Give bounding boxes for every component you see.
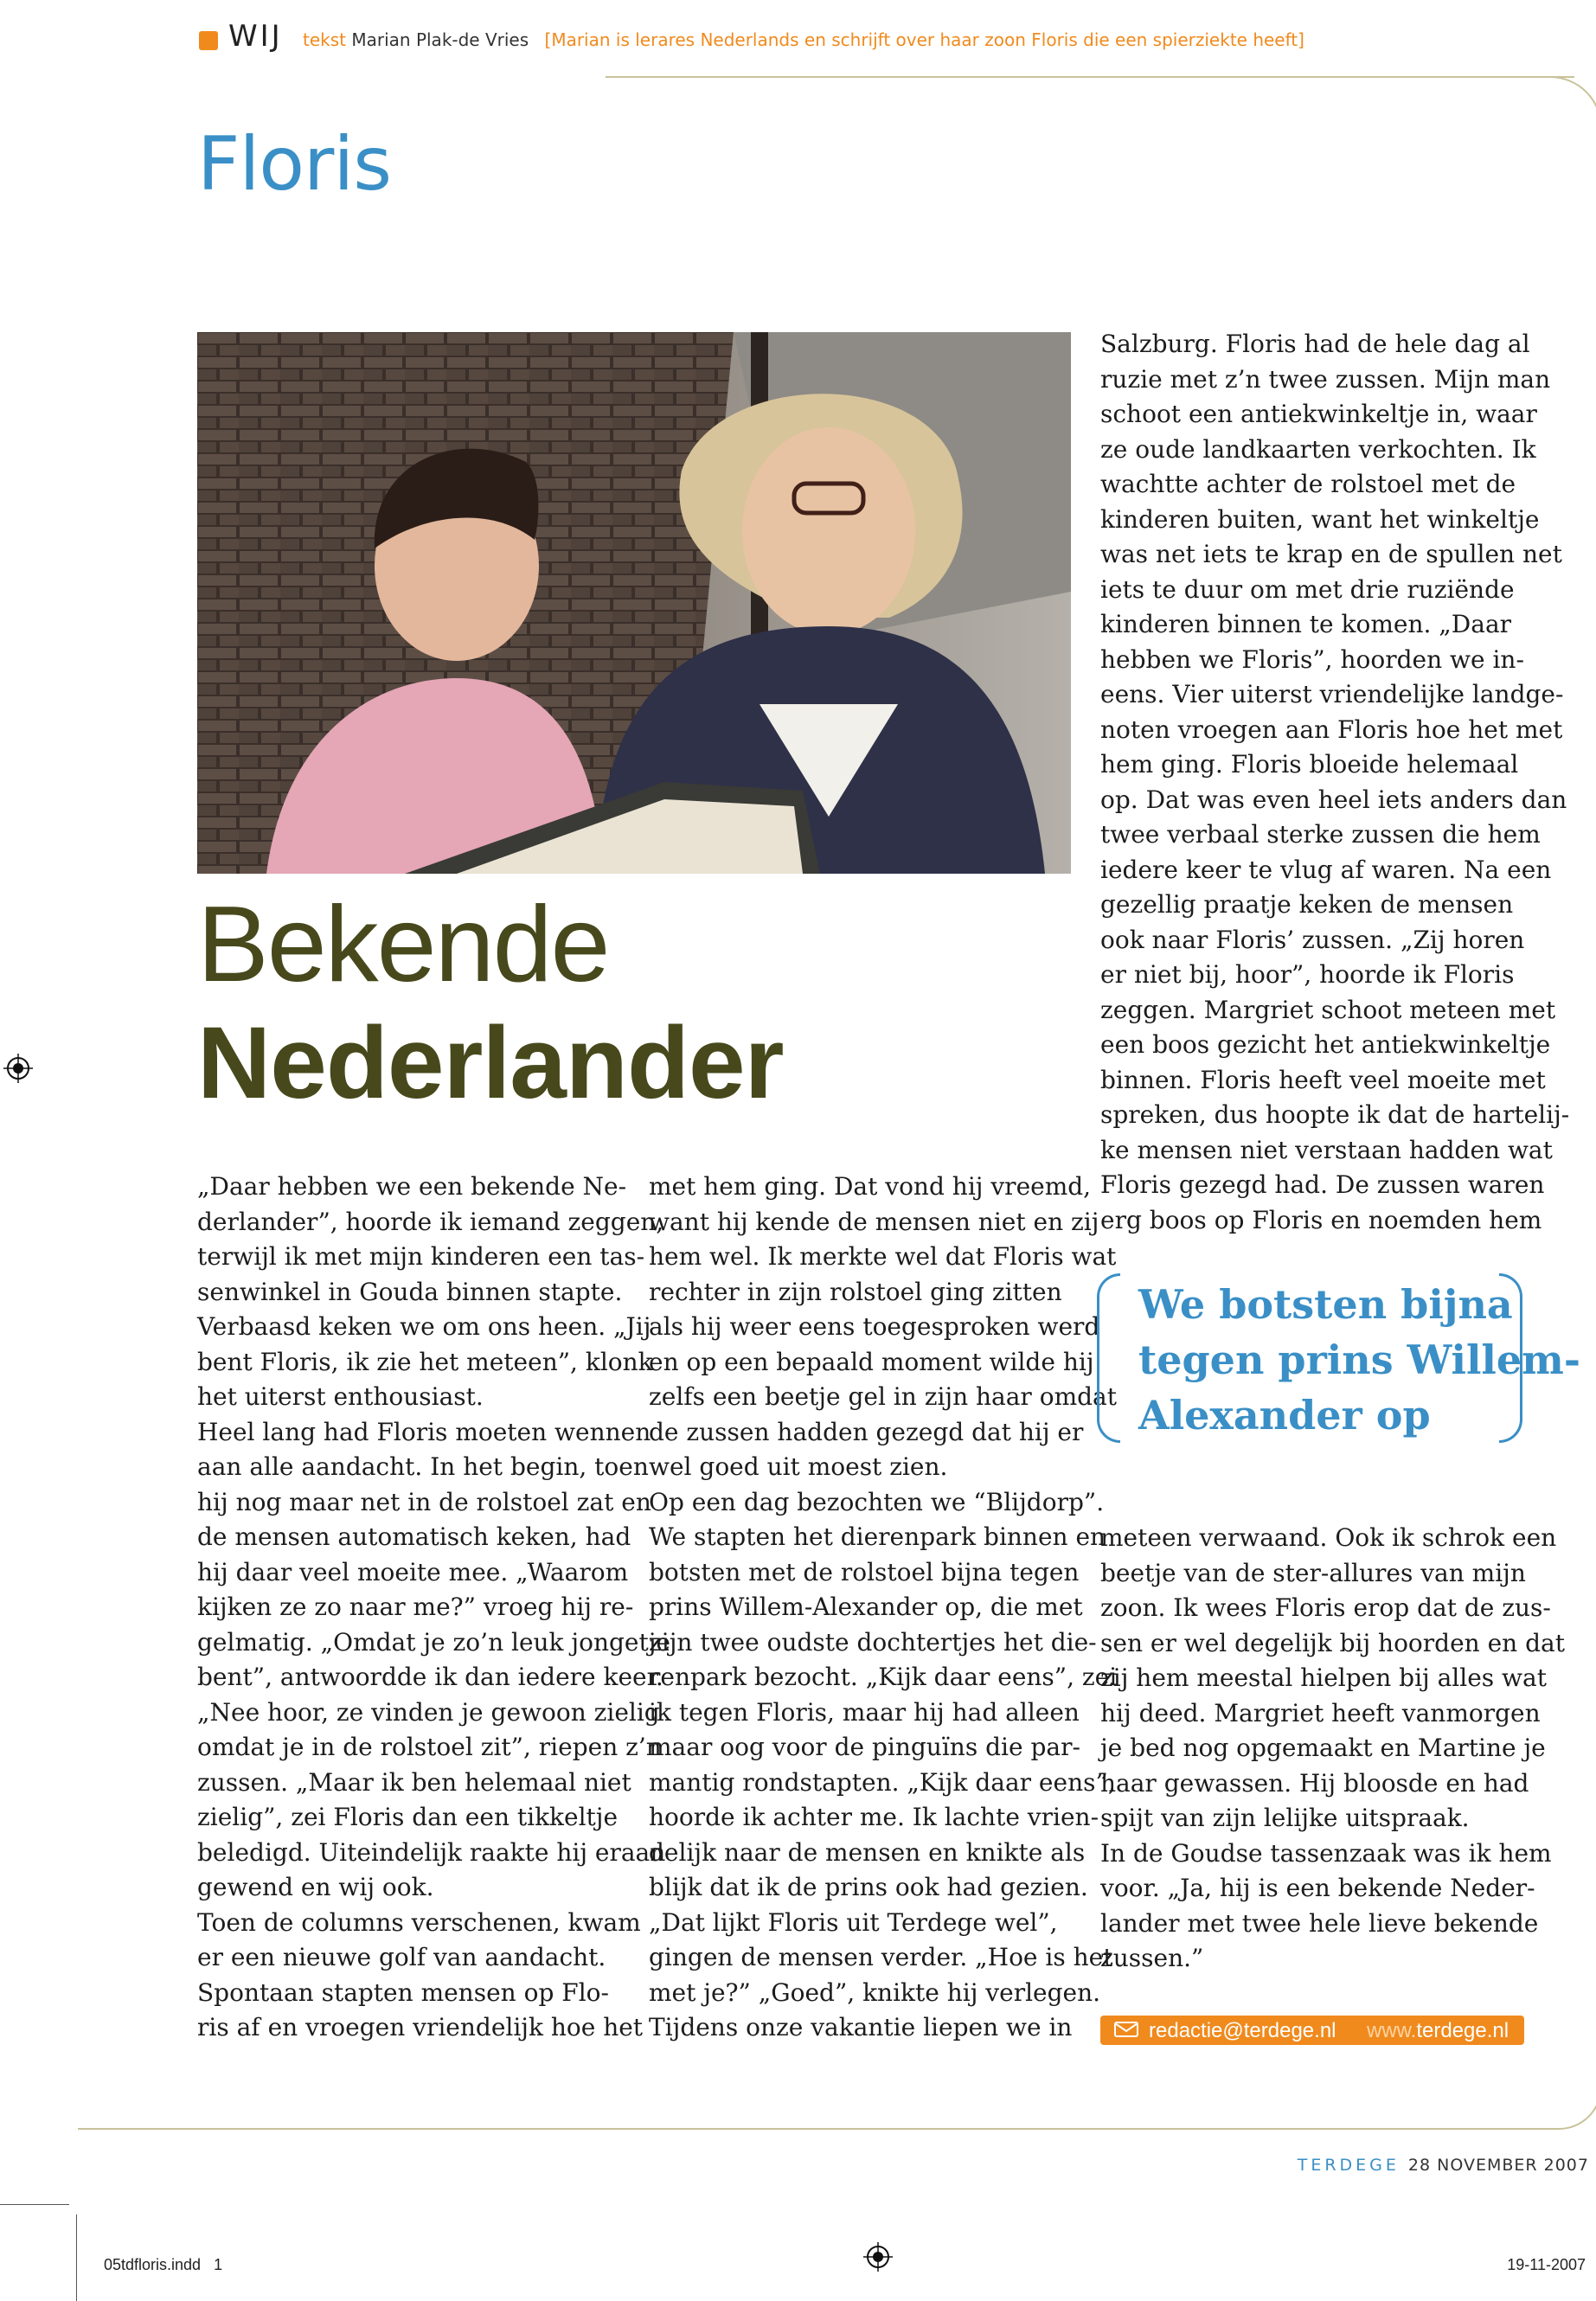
envelope-icon [1114,2022,1138,2037]
text-line: hem ging. Floris bloeide helemaal [1100,750,1519,779]
text-line: sen er wel degelijk bij hoorden en dat [1100,1628,1565,1657]
text-line: prins Willem-Alexander op, die met [649,1593,1083,1621]
text-line: omdat je in de rolstoel zit”, riepen z’n [197,1733,662,1761]
header-rule-corner [1548,76,1596,130]
text-line: zeggen. Margriet schoot meteen met [1100,995,1556,1024]
text-line: Heel lang had Floris moeten wennen [197,1417,651,1446]
text-line: met hem ging. Dat vond hij vreemd, [649,1172,1092,1201]
text-line: kinderen buiten, want het winkeltje [1100,504,1540,534]
text-line: wel goed uit moest zien. [649,1452,948,1481]
website-domain: terdege.nl [1416,2019,1509,2042]
text-line: het uiterst enthousiast. [197,1382,484,1411]
text-line: delijk naar de mensen en knikte als [649,1837,1086,1867]
text-line: twee verbaal sterke zussen die hem [1100,820,1541,849]
text-line: mantig rondstapten. „Kijk daar eens”, [649,1767,1116,1797]
text-line: ruzie met z’n twee zussen. Mijn man [1100,364,1551,394]
pull-quote [1097,1273,1580,1439]
text-line: botsten met de rolstoel bijna tegen [649,1557,1080,1586]
header-rule [606,76,1574,78]
text-line: op. Dat was even heel iets anders dan [1100,785,1567,814]
text-line: gelmatig. „Omdat je zo’n leuk jongetje [197,1627,670,1657]
text-line: lander met twee hele lieve bekende [1100,1908,1539,1938]
text-line: bent”, antwoordde ik dan iedere keer. [197,1663,663,1691]
magazine-name: TERDEGE [1297,2156,1400,2175]
text-line: hem wel. Ik merkte wel dat Floris wat [649,1242,1117,1271]
pull-quote-text: We botsten bijna tegen prins Willem- Alexander op [1138,1281,1580,1439]
text-line: ke mensen niet verstaan hadden wat [1100,1135,1553,1164]
text-line: „Dat lijkt Floris uit Terdege wel”, [649,1907,1058,1937]
text-line: spijt van zijn lelijke uitspraak. [1100,1804,1470,1832]
text-line: je bed nog opgemaakt en Martine je [1100,1734,1546,1762]
text-line: en op een bepaald moment wilde hij [649,1347,1094,1376]
body-column-1 [197,1170,670,2046]
text-line: was net iets te krap en de spullen net [1100,540,1562,568]
text-line: zijn twee oudste dochtertjes het die- [649,1627,1097,1657]
text-line: hebben we Floris”, hoorden we in- [1100,644,1524,674]
website-link[interactable] [1367,2019,1509,2043]
footer-rule-corner [1548,2086,1596,2130]
text-line: renpark bezocht. „Kijk daar eens”, zei [649,1663,1118,1691]
text-line: aan alle aandacht. In het begin, toen [197,1452,649,1481]
credit-author: Marian Plak-de Vries [351,29,529,50]
contact-email-link[interactable]: redactie@terdege.nl [1149,2019,1336,2042]
text-line: zielig”, zei Floris dan een tikkeltje [197,1803,619,1831]
text-line: haar gewassen. Hij bloosde en had [1100,1768,1529,1798]
text-line: hij nog maar net in de rolstoel zat en [197,1487,651,1516]
text-line: bent Floris, ik zie het meteen”, klonk [197,1347,653,1376]
headline-line-1: Bekende [197,885,609,1004]
text-line: als hij weer eens toegesproken werd [649,1312,1100,1341]
text-line: er een nieuwe golf van aandacht. [197,1943,606,1971]
text-line: ik tegen Floris, maar hij had alleen [649,1697,1080,1727]
text-line: hoorde ik achter me. Ik lachte vrien- [649,1803,1099,1831]
registration-mark-icon [3,1054,33,1083]
text-line: iedere keer te vlug af waren. Na een [1100,855,1552,884]
text-line: We stapten het dierenpark binnen en [649,1522,1106,1551]
text-line: hij deed. Margriet heeft vanmorgen [1100,1698,1541,1727]
author-credit [303,29,1304,50]
text-line: maar oog voor de pinguïns die par- [649,1733,1080,1761]
text-line: gewend en wij ook. [197,1873,434,1901]
article-photo [197,332,1071,874]
text-line: In de Goudse tassenzaak was ik hem [1100,1838,1552,1868]
website-prefix: www. [1367,2019,1417,2042]
text-line: Verbaasd keken we om ons heen. „Jij [197,1312,651,1341]
text-line: want hij kende de mensen niet en zij [649,1207,1099,1236]
text-line: spreken, dus hoopte ik dat de hartelij- [1100,1100,1570,1129]
text-line: terwijl ik met mijn kinderen een tas- [197,1242,645,1271]
text-line: voor. „Ja, hij is een bekende Neder- [1100,1874,1535,1902]
crop-mark [0,2204,69,2205]
text-line: Toen de columns verschenen, kwam [197,1907,641,1937]
crop-mark [76,2214,77,2301]
text-line: „Nee hoor, ze vinden je gewoon zielig [197,1697,660,1727]
registration-mark-icon [863,2242,893,2272]
text-line: zussen. „Maar ik ben helemaal niet [197,1767,631,1797]
text-line: senwinkel in Gouda binnen stapte. [197,1277,623,1306]
body-column-3-top [1100,327,1570,1238]
text-line: erg boos op Floris en noemden hem [1100,1205,1542,1234]
text-line: meteen verwaand. Ook ik schrok een [1100,1523,1557,1552]
text-line: de zussen hadden gezegd dat hij er [649,1417,1084,1446]
text-line: er niet bij, hoor”, hoorde ik Floris [1100,960,1515,989]
text-line: binnen. Floris heeft veel moeite met [1100,1065,1546,1094]
text-line: zoon. Ik wees Floris erop dat de zus- [1100,1593,1551,1622]
slug-date: 19-11-2007 [1507,2256,1586,2273]
text-line: blijk dat ik de prins ook had gezien. [649,1873,1088,1901]
slug-filename: 05tdfloris.indd 1 [104,2256,223,2273]
text-line: zij hem meestal hielpen bij alles wat [1100,1663,1547,1692]
credit-note: [Marian is lerares Nederlands en schrijft over haar zoon Floris die een spierziekte heeft] [544,29,1304,50]
text-line: ze oude landkaarten verkochten. Ik [1100,434,1536,464]
text-line: iets te duur om met drie ruziënde [1100,574,1515,604]
text-line: gingen de mensen verder. „Hoe is het [649,1943,1113,1971]
text-line: ris af en vroegen vriendelijk hoe het [197,2013,644,2041]
body-column-2 [649,1170,1118,2046]
text-line: noten vroegen aan Floris hoe het met [1100,715,1563,744]
text-line: kijken ze zo naar me?” vroeg hij re- [197,1593,634,1621]
text-line: schoot een antiekwinkeltje in, waar [1100,400,1537,428]
text-line: de mensen automatisch keken, had [197,1522,631,1551]
text-line: Salzburg. Floris had de hele dag al [1100,330,1530,358]
body-column-3-bottom [1100,1521,1565,1977]
text-line: Op een dag bezochten we “Blijdorp”. [649,1487,1105,1516]
section-marker-square [199,31,218,50]
text-line: beetje van de ster-allures van mijn [1100,1558,1526,1587]
photo-illustration [197,332,1071,874]
text-line: eens. Vier uiterst vriendelijke landge- [1100,680,1564,708]
text-line: ook naar Floris’ zussen. „Zij horen [1100,925,1525,954]
page-footer [1298,2156,1589,2175]
pull-quote-bracket-left [1097,1273,1120,1443]
credit-label: tekst [303,29,346,50]
issue-date: 28 NOVEMBER 2007 [1407,2156,1589,2175]
text-line: gezellig praatje keken de mensen [1100,890,1514,919]
text-line: een boos gezicht het antiekwinkeltje [1100,1030,1551,1059]
text-line: derlander”, hoorde ik iemand zeggen, [197,1207,664,1236]
section-label: WIJ [228,19,283,54]
text-line: wachtte achter de rolstoel met de [1100,470,1516,498]
headline-line-2: Nederlander [197,1006,784,1120]
text-line: met je?” „Goed”, knikte hij verlegen. [649,1977,1101,2007]
text-line: beledigd. Uiteindelijk raakte hij eraan [197,1837,666,1867]
footer-rule [78,2128,1548,2130]
contact-bar [1100,2016,1524,2045]
text-line: Floris gezegd had. De zussen waren [1100,1170,1545,1199]
page-title: Floris [197,121,392,208]
text-line: zussen.” [1100,1944,1204,1972]
text-line: „Daar hebben we een bekende Ne- [197,1172,627,1201]
text-line: rechter in zijn rolstoel ging zitten [649,1277,1062,1306]
text-line: Tijdens onze vakantie liepen we in [649,2013,1073,2041]
text-line: zelfs een beetje gel in zijn haar omdat [649,1382,1117,1411]
text-line: Spontaan stapten mensen op Flo- [197,1977,609,2007]
text-line: kinderen binnen te komen. „Daar [1100,610,1512,638]
text-line: hij daar veel moeite mee. „Waarom [197,1557,629,1586]
